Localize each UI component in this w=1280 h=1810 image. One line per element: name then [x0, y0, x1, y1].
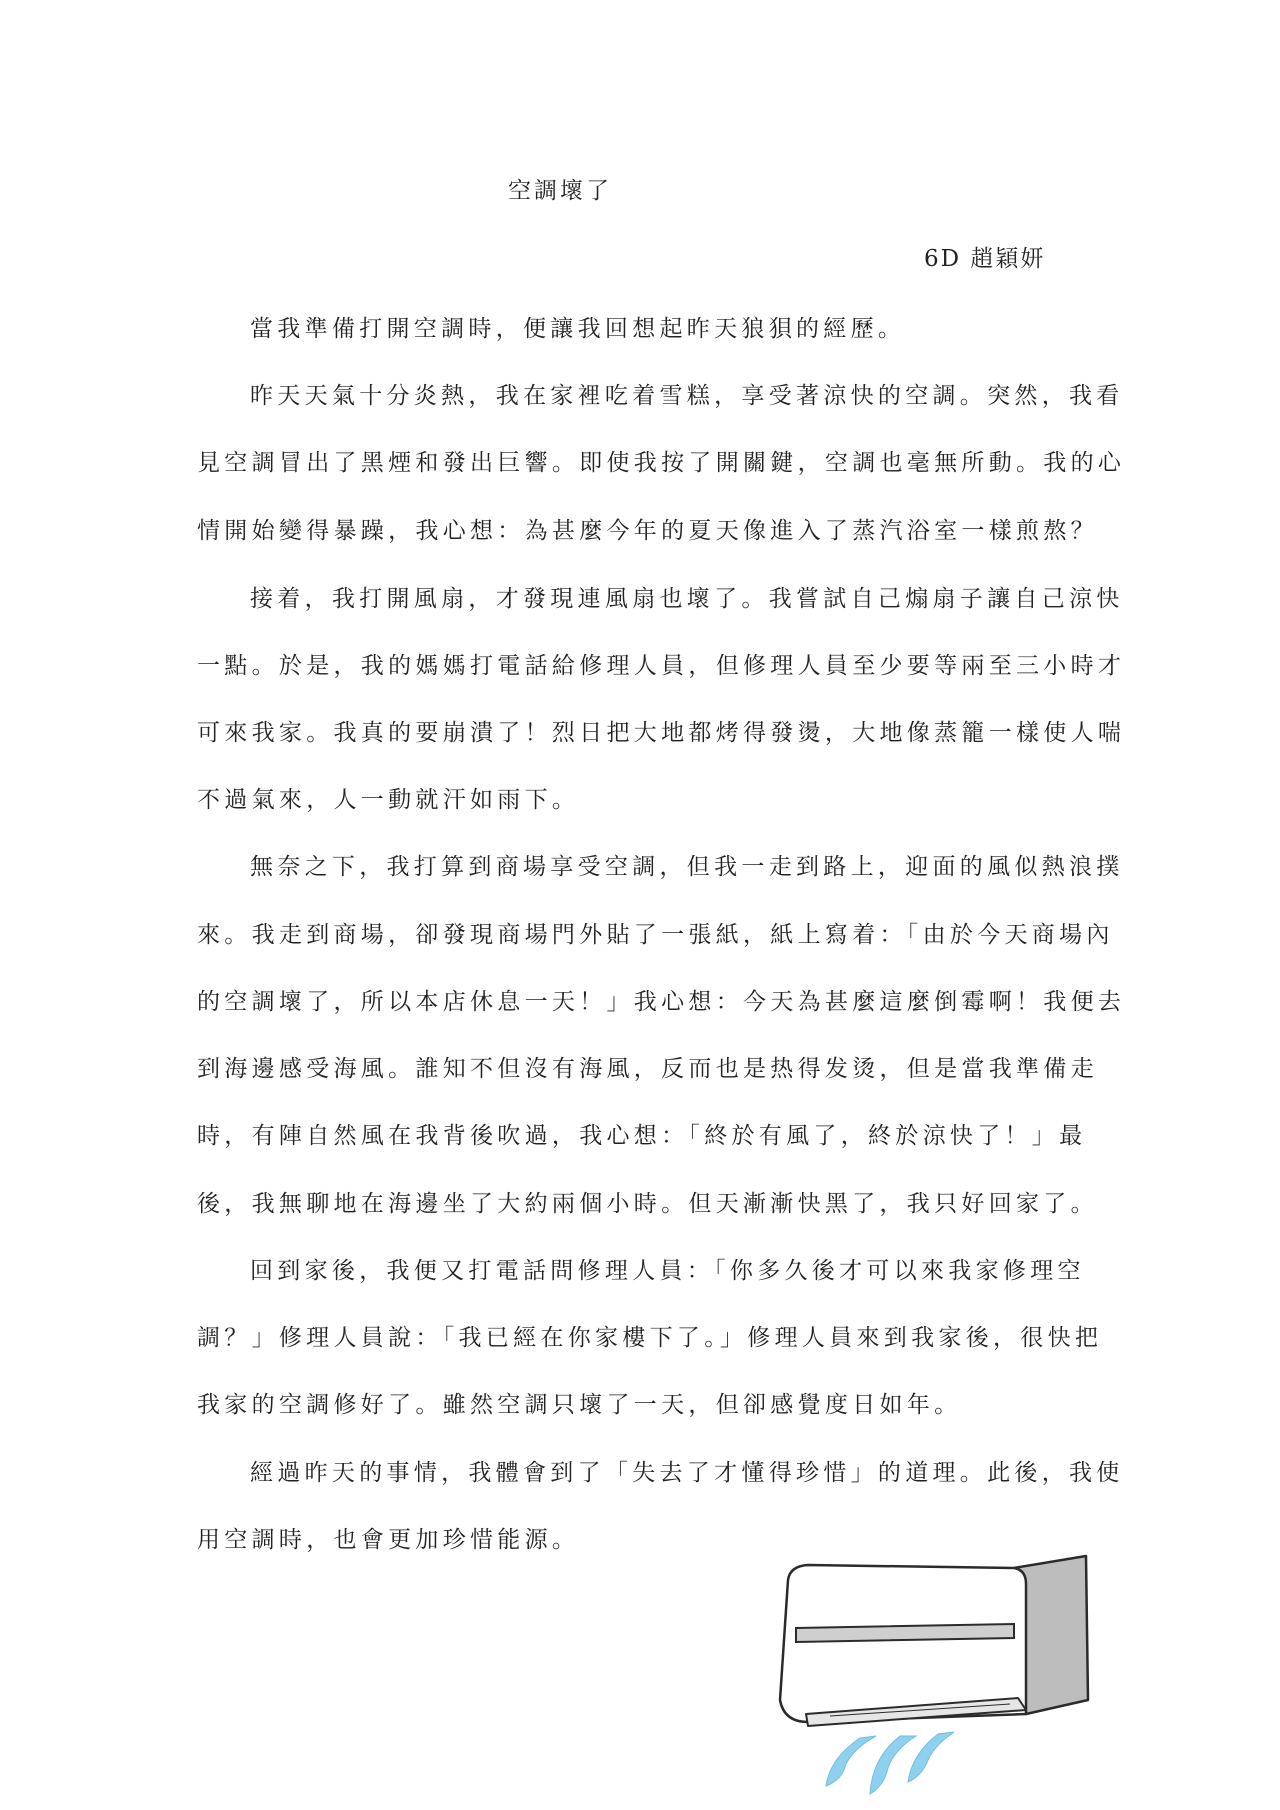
essay-line: 當我準備打開空調時，便讓我回想起昨天狼狽的經歷。 — [250, 316, 906, 342]
airflow-wave-icon — [908, 1732, 954, 1782]
essay-author: 6D 趙穎妍 — [924, 246, 1046, 272]
essay-line: 到海邊感受海風。誰知不但沒有海風，反而也是热得发烫，但是當我準備走 — [197, 1056, 1098, 1082]
essay-title: 空調壞了 — [508, 178, 612, 204]
essay-line: 昨天天氣十分炎熱，我在家裡吃着雪糕，享受著涼快的空調。突然，我看 — [250, 383, 1124, 409]
essay-line: 我家的空調修好了。雖然空調只壞了一天，但卻感覺度日如年。 — [197, 1392, 962, 1418]
ac-body — [780, 1565, 1026, 1722]
essay-line: 一點。於是，我的媽媽打電話給修理人員，但修理人員至少要等兩至三小時才 — [197, 653, 1126, 679]
essay-line: 調？」修理人員說：「我已經在你家樓下了。」修理人員來到我家後，很快把 — [197, 1325, 1103, 1351]
essay-line: 接着，我打開風扇，才發現連風扇也壞了。我嘗試自己煽扇子讓自己涼快 — [250, 586, 1124, 612]
essay-line: 來。我走到商場，卻發現商場門外貼了一張紙，紙上寫着：「由於今天商場內 — [197, 922, 1114, 948]
air-conditioner-illustration — [768, 1550, 1100, 1800]
essay-line: 可來我家。我真的要崩潰了！烈日把大地都烤得發燙，大地像蒸籠一樣使人喘 — [197, 720, 1126, 746]
airflow-wave-icon — [870, 1736, 916, 1794]
airflow-wave-icon — [826, 1736, 876, 1786]
essay-line: 時，有陣自然風在我背後吹過，我心想：「終於有風了，終於涼快了！」最 — [197, 1123, 1087, 1149]
essay-line: 經過昨天的事情，我體會到了「失去了才懂得珍惜」的道理。此後，我使 — [250, 1460, 1124, 1486]
essay-line: 情開始變得暴躁，我心想：為甚麼今年的夏天像進入了蒸汽浴室一樣煎熬？ — [197, 518, 1098, 544]
essay-line: 的空調壞了，所以本店休息一天！」我心想：今天為甚麼這麼倒霉啊！我便去 — [197, 989, 1126, 1015]
essay-line: 用空調時，也會更加珍惜能源。 — [197, 1527, 580, 1553]
essay-line: 後，我無聊地在海邊坐了大約兩個小時。但天漸漸快黑了，我只好回家了。 — [197, 1191, 1098, 1217]
essay-line: 回到家後，我便又打電話問修理人員：「你多久後才可以來我家修理空 — [250, 1258, 1085, 1284]
essay-line: 無奈之下，我打算到商場享受空調，但我一走到路上，迎面的風似熱浪撲 — [250, 854, 1124, 880]
essay-line: 不過氣來，人一動就汗如雨下。 — [197, 787, 580, 813]
ac-vent-slot — [796, 1624, 1014, 1642]
essay-line: 見空調冒出了黑煙和發出巨響。即使我按了開關鍵，空調也毫無所動。我的心 — [197, 450, 1126, 476]
